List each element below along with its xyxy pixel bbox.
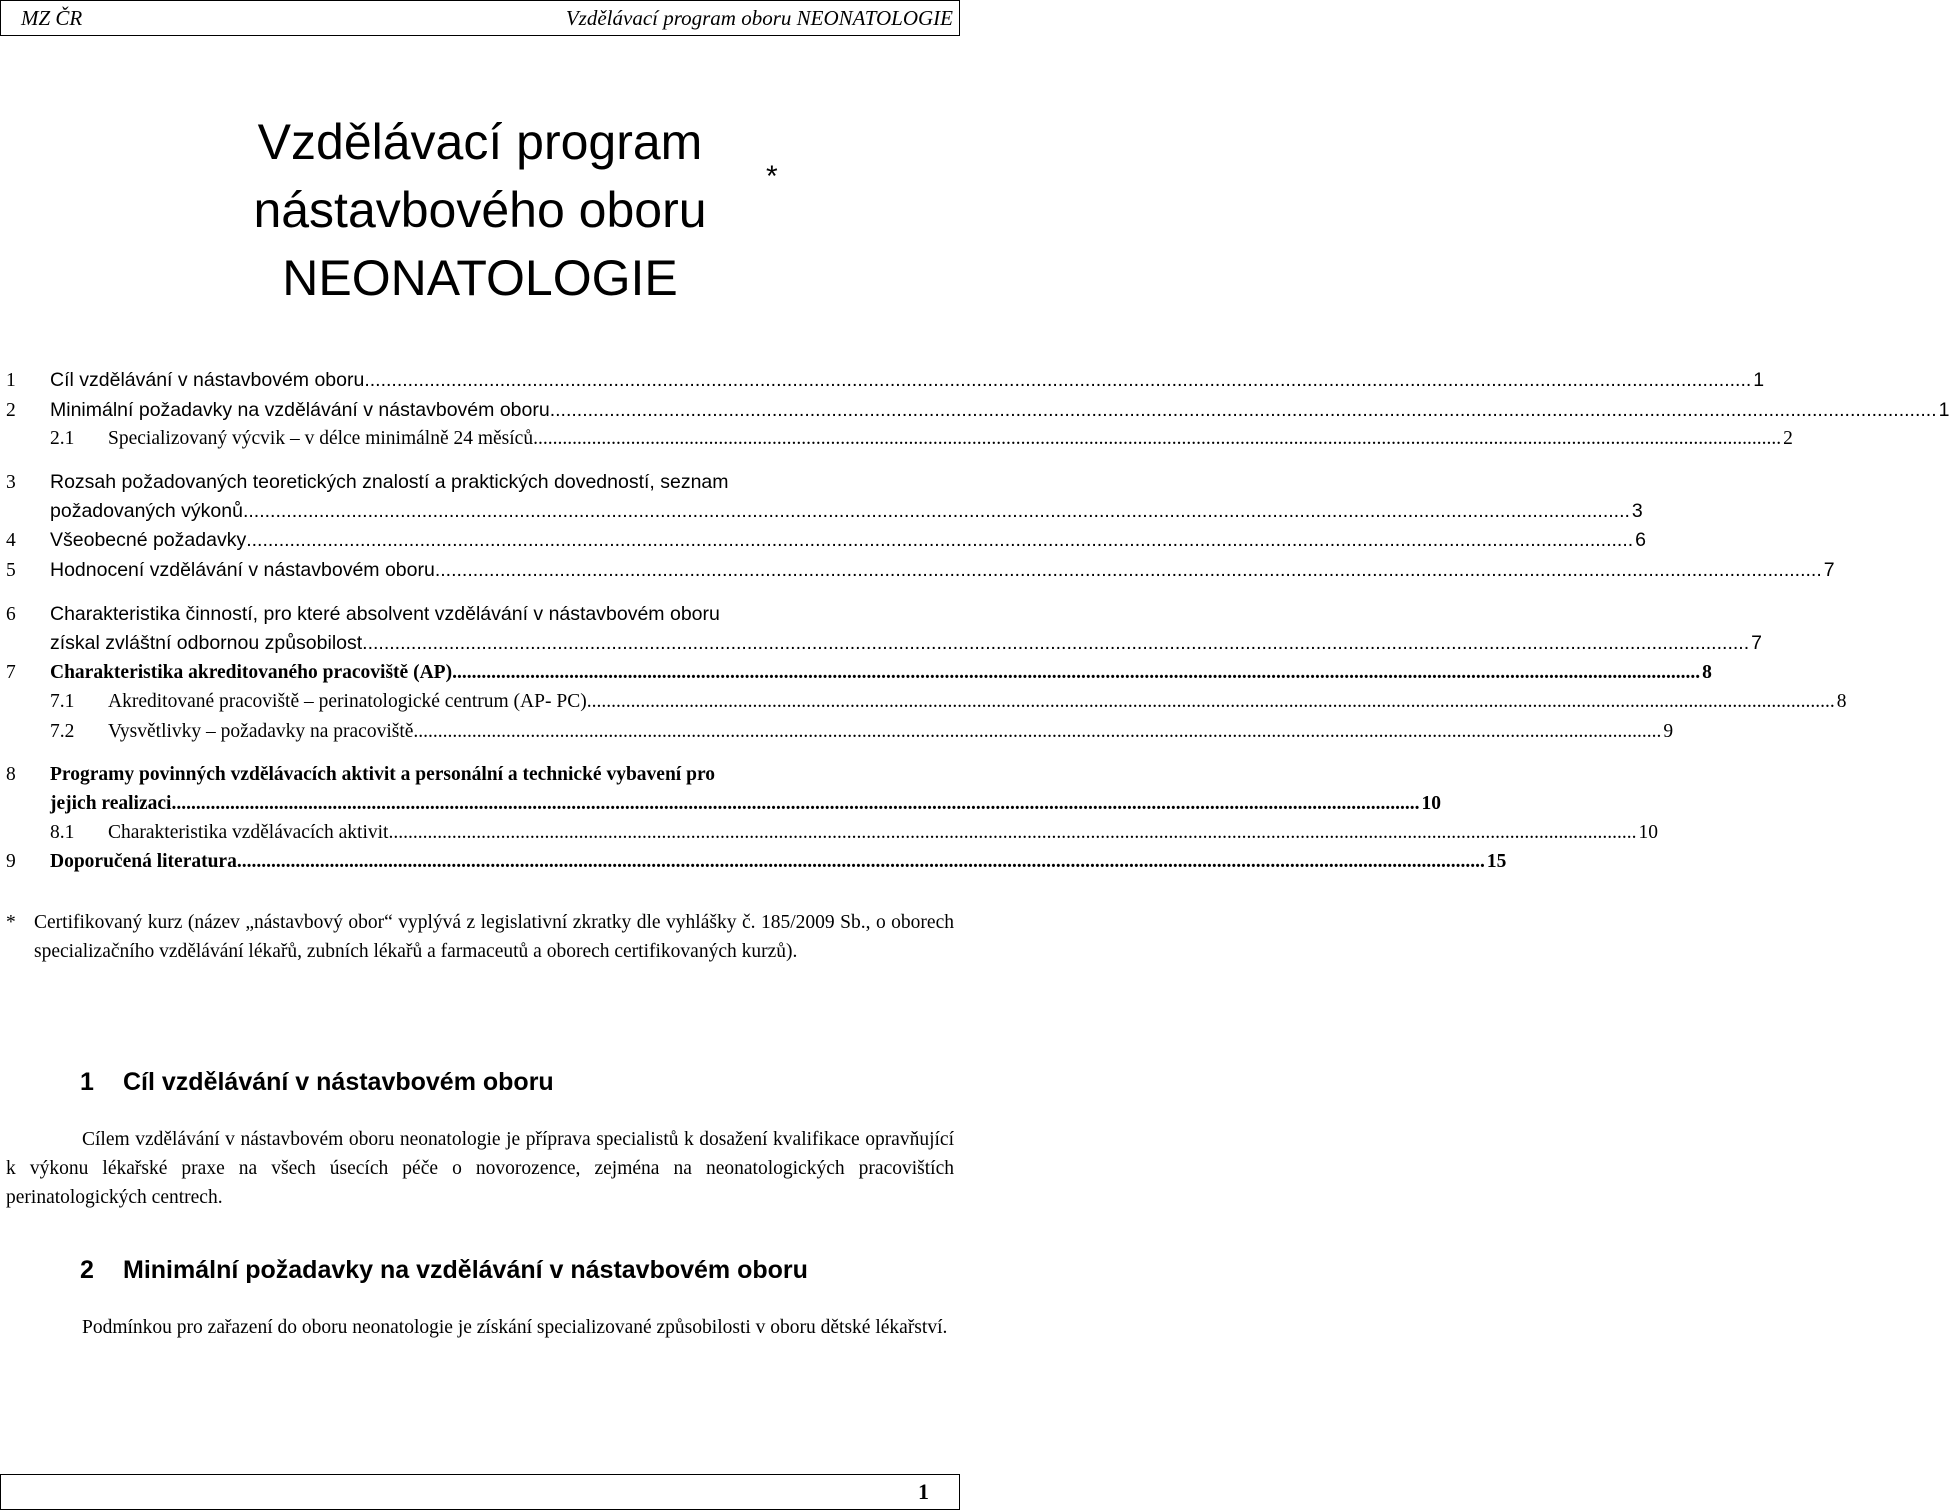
section-2-title: Minimální požadavky na vzdělávání v nástavbovém oboru — [123, 1256, 808, 1284]
toc-title: Charakteristika činností, pro které absolvent vzdělávání v nástavbovém oboru — [50, 603, 720, 625]
section-1-number: 1 — [80, 1068, 94, 1096]
header-left: MZ ČR — [21, 5, 83, 30]
toc-entry[interactable] — [6, 366, 1765, 395]
toc-title: Specializovaný výcvik – v délce minimálně 24 měsíců — [108, 428, 534, 449]
toc-line — [6, 396, 1949, 425]
toc-page-number: 10 — [1638, 822, 1658, 843]
toc-leader-dots — [171, 789, 1419, 818]
toc-number: 2.1 — [50, 428, 75, 449]
section-1-heading — [80, 1068, 554, 1097]
toc-page-number: 2 — [1783, 428, 1793, 449]
toc-title: Cíl vzdělávání v nástavbovém oboru — [50, 369, 365, 391]
toc-number: 6 — [6, 604, 16, 625]
toc-entry[interactable] — [6, 818, 1658, 847]
toc-entry[interactable] — [6, 526, 1647, 555]
toc-leader-dots — [237, 847, 1485, 876]
footnote — [6, 908, 954, 966]
toc-page-number: 15 — [1486, 851, 1507, 872]
toc-line — [6, 629, 1762, 658]
toc-line — [6, 687, 1847, 716]
toc-title: jejich realizaci — [50, 793, 172, 814]
toc-leader-dots — [246, 526, 1633, 555]
toc-title: Charakteristika vzdělávacích aktivit — [108, 822, 389, 843]
toc-title: Vysvětlivky – požadavky na pracoviště — [108, 721, 414, 742]
toc-page-number: 7 — [1823, 559, 1835, 581]
toc-number: 7.1 — [50, 691, 75, 712]
toc-title: Akreditované pracoviště – perinatologické centrum (AP- PC) — [108, 691, 587, 712]
toc-line — [6, 366, 1765, 395]
toc-line — [6, 717, 1674, 746]
toc-entry[interactable] — [6, 658, 1712, 687]
toc-page-number: 3 — [1631, 500, 1643, 522]
toc-entry[interactable] — [6, 847, 1507, 876]
toc-leader-dots — [550, 396, 1937, 425]
toc-leader-dots — [587, 687, 1835, 716]
toc-title: získal zvláštní odbornou způsobilost — [50, 632, 363, 654]
toc-leader-dots — [243, 497, 1630, 526]
toc-title: Programy povinných vzdělávacích aktivit a personální a technické vybavení pro — [50, 764, 715, 785]
toc-number: 9 — [6, 851, 16, 872]
toc-title: Rozsah požadovaných teoretických znalostí a praktických dovedností, seznam — [50, 471, 729, 493]
toc-title: Minimální požadavky na vzdělávání v nástavbovém oboru — [50, 399, 550, 421]
toc-title: Doporučená literatura — [50, 851, 237, 872]
toc-line — [6, 789, 1441, 818]
toc-number: 8.1 — [50, 822, 75, 843]
toc-entry[interactable] — [6, 468, 1643, 526]
toc-leader-dots — [413, 717, 1661, 746]
toc-entry[interactable] — [6, 424, 1793, 453]
toc-entry[interactable] — [6, 717, 1674, 746]
page-header — [0, 0, 960, 36]
page-number: 1 — [918, 1479, 929, 1504]
toc-line — [6, 600, 954, 629]
toc-page-number: 1 — [1753, 369, 1765, 391]
title-line-3: NEONATOLOGIE — [282, 250, 678, 306]
toc-page-number: 6 — [1635, 529, 1647, 551]
toc-line — [6, 424, 1793, 453]
toc-entry[interactable] — [6, 556, 1835, 585]
toc-number: 8 — [6, 764, 16, 785]
toc-title: Všeobecné požadavky — [50, 529, 247, 551]
footnote-text: Certifikovaný kurz (název „nástavbový obor“ vyplývá z legislativní zkratky dle vyhlášky č. 185/2009 Sb., o oborech specializačního vzdělávání lékařů, zubních lékařů a farmaceutů a oborech certifikovaných kurzů). — [34, 912, 954, 962]
toc-title: Charakteristika akreditovaného pracoviště (AP) — [50, 662, 453, 683]
toc-line — [6, 526, 1647, 555]
toc-line — [6, 818, 1658, 847]
toc-number: 2 — [6, 400, 16, 421]
toc-line — [6, 658, 1712, 687]
section-2-number: 2 — [80, 1256, 94, 1284]
toc-entry[interactable] — [6, 760, 1441, 818]
title-line-2: nástavbového oboru — [253, 182, 707, 238]
toc-number: 7.2 — [50, 721, 75, 742]
toc-page-number: 9 — [1663, 721, 1674, 742]
toc-leader-dots — [364, 366, 1751, 395]
toc-leader-dots — [533, 424, 1781, 453]
title-asterisk: * — [766, 160, 778, 193]
section-1-title: Cíl vzdělávání v nástavbovém oboru — [123, 1068, 554, 1096]
toc-number: 5 — [6, 560, 16, 581]
section-1-paragraph: Cílem vzdělávání v nástavbovém oboru neonatologie je příprava specialistů k dosažení kvalifikace opravňující k výkonu lékařské praxe na všech úsecích péče o novorozence, zejména na neonatologických pracovištích perinatologických centrech. — [6, 1129, 954, 1208]
toc-leader-dots — [362, 629, 1749, 658]
header-right: Vzdělávací program oboru NEONATOLOGIE — [565, 5, 953, 30]
toc-line — [6, 468, 954, 497]
toc-number: 3 — [6, 472, 16, 493]
toc-line — [6, 497, 1643, 526]
toc-page-number: 8 — [1702, 662, 1712, 683]
toc-line — [6, 847, 1507, 876]
document-title — [100, 108, 860, 312]
footnote-asterisk: * — [6, 912, 16, 933]
toc-page-number: 1 — [1938, 399, 1949, 421]
toc-leader-dots — [452, 658, 1700, 687]
toc-number: 1 — [6, 370, 16, 391]
toc-leader-dots — [388, 818, 1636, 847]
toc-entry[interactable] — [6, 687, 1847, 716]
toc-title: požadovaných výkonů — [50, 500, 243, 522]
toc-entry[interactable] — [6, 396, 1949, 425]
section-2-heading — [80, 1256, 808, 1285]
section-2-paragraph: Podmínkou pro zařazení do oboru neonatologie je získání specializované způsobilosti v oboru dětské lékařství. — [82, 1317, 948, 1338]
title-line-1: Vzdělávací program — [257, 114, 703, 170]
toc-leader-dots — [435, 556, 1822, 585]
toc-page-number: 8 — [1836, 691, 1847, 712]
toc-number: 4 — [6, 530, 16, 551]
toc-page-number: 10 — [1421, 793, 1441, 814]
toc-page-number: 7 — [1751, 632, 1762, 654]
toc-entry[interactable] — [6, 600, 1762, 658]
toc-title: Hodnocení vzdělávání v nástavbovém oboru — [50, 559, 435, 581]
toc-line — [6, 556, 1835, 585]
toc-number: 7 — [6, 662, 16, 683]
toc-line — [6, 760, 954, 789]
page-footer — [0, 1474, 960, 1510]
